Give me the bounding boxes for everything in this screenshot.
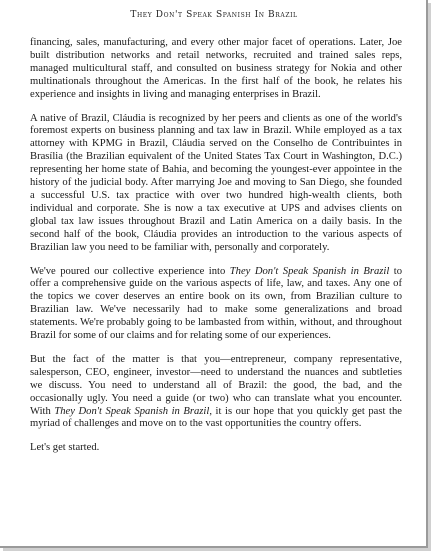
paragraph-text: Let's get started.	[30, 442, 100, 454]
paragraph	[30, 354, 402, 431]
running-head: They Don't Speak Spanish In Brazil	[130, 10, 298, 20]
paragraph	[30, 442, 402, 455]
paragraph-text: , it is our hope that you quickly get past the myriad of challenges and move on to the vast opportunities the country offers.	[30, 405, 402, 430]
page-body	[30, 37, 402, 466]
book-title-italic: They Don't Speak Spanish in Brazil	[229, 265, 390, 277]
paragraph-text: to offer a comprehensive guide on the various aspects of life, law, and taxes. Any one of the topics we cover deserves an entire book on its own, from Brazilian culture to Brazilian law. We've necessarily had to make some generalizations and broad statements. We're probably going to be lambasted from within, without, and throughout Brazil for some of our claims and for relating some of our experiences.	[30, 265, 403, 342]
paragraph-text: But the fact of the matter is that you—entrepreneur, company representative, salesperson, CEO, engineer, investor—need to understand the nuances and subtleties we discuss. You need to understand all of Brazil: the good, the bad, and the occasionally ugly. You need a guide (or two) who can translate what you encounter. With	[30, 353, 402, 417]
paragraph	[30, 37, 402, 102]
paragraph-text: A native of Brazil, Cláudia is recognized by her peers and clients as one of the world's foremost experts on business planning and tax law in Brazil. While employed as a tax attorney with KPMG in Brazil, Cláudia served on the Conselho de Contribuintes in Brasília (the Brazilian equivalent of the United States Tax Court in Washington, D.C.) representing her home state of Bahia, and becoming the youngest-ever appointee in the history of the judicial body. After marrying Joe and moving to San Diego, she founded a successful U.S. tax practice with over two hundred high-wealth clients, both individual and corporate. She is now a tax executive at UPS and advises clients on global tax law issues throughout Brazil and Latin America on a daily basis. In the second half of the book, Cláudia provides an introduction to the various aspects of Brazilian law you need to be familiar with, personally and corporately.	[30, 112, 402, 253]
paragraph-text: financing, sales, manufacturing, and every other major facet of operations. Later, Joe built distribution networks and retail networks, recruited and trained sales reps, managed multicultural staff, and consulted on business strategy for Nokia and other multinationals throughout the Americas. In the first half of the book, he relates his experience and insights in living and managing enterprises in Brazil.	[30, 37, 402, 100]
paragraph	[30, 266, 402, 343]
book-title-italic: They Don't Speak Spanish in Brazil	[54, 405, 210, 417]
paragraph	[30, 113, 402, 255]
paragraph-text: We've poured our collective experience into	[30, 265, 230, 277]
